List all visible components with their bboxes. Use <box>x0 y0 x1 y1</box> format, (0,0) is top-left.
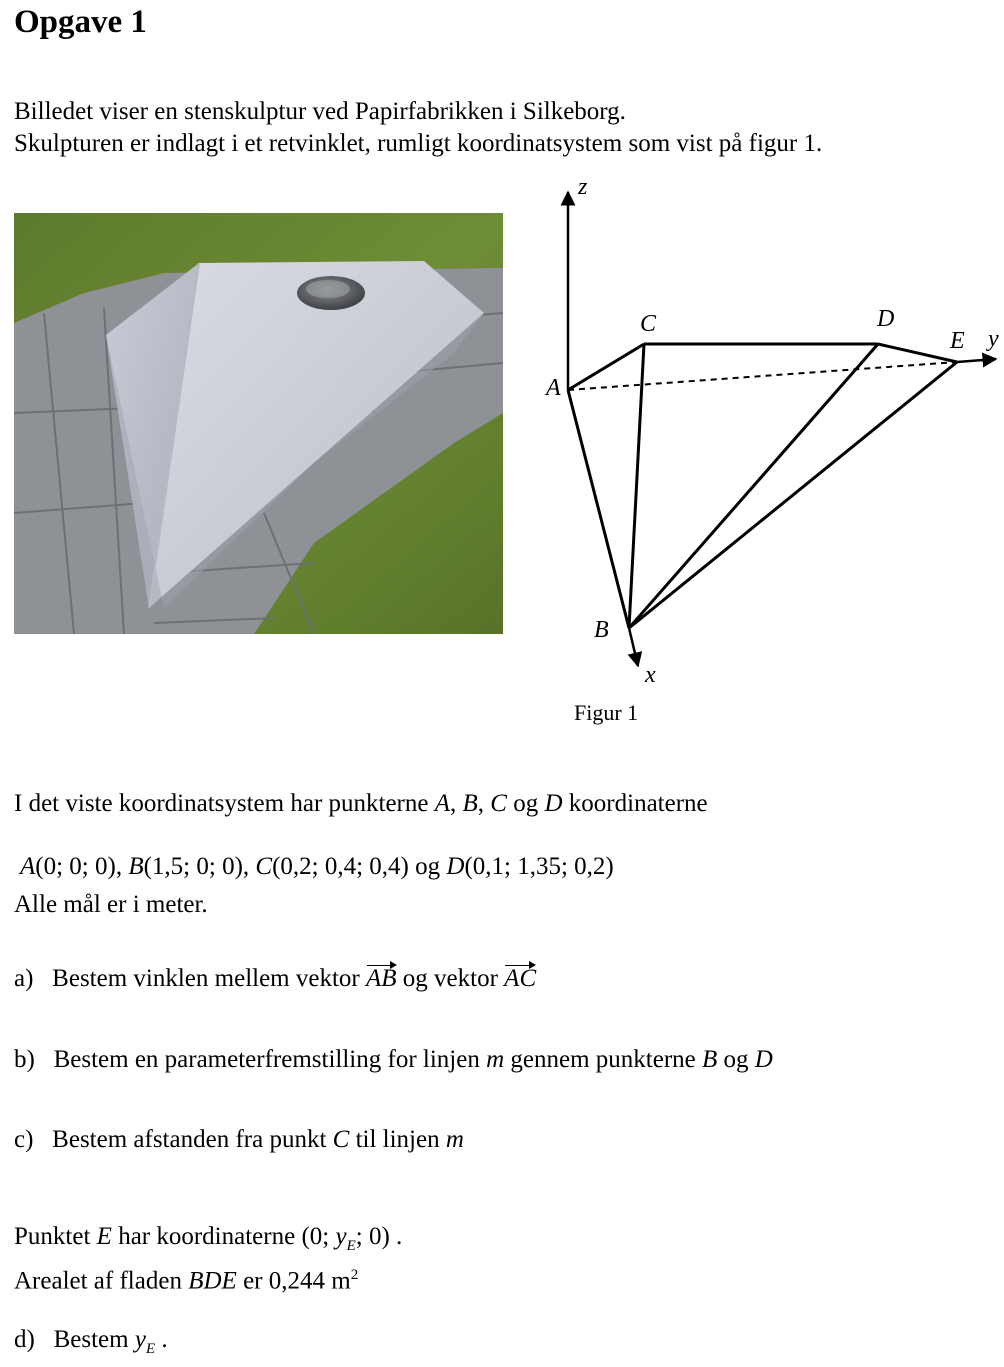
page-title: Opgave 1 <box>14 4 147 40</box>
coords-values: A(0; 0; 0), B(1,5; 0; 0), C(0,2; 0,4; 0,4) og D(0,1; 1,35; 0,2) <box>20 853 614 880</box>
figure-caption: Figur 1 <box>574 700 639 725</box>
question-d: d) Bestem $y_E$ . <box>14 1326 168 1357</box>
units-note: Alle mål er i meter. <box>14 891 208 918</box>
area-text: Arealet af fladen BDE er 0,244 $m^2$ <box>14 1267 359 1295</box>
label-D: D <box>877 306 895 332</box>
y-axis-arrow <box>957 359 996 362</box>
label-C: C <box>640 311 657 337</box>
coords-intro: I det viste koordinatsystem har punkterne A, B, C og D koordinaterne <box>14 790 708 817</box>
intro-line-2: Skulpturen er indlagt i et retvinklet, rumligt koordinatsystem som vist på figur 1. <box>14 130 823 157</box>
point-e-text: Punktet E har koordinaterne (0; $y_E$; 0) . <box>14 1223 403 1254</box>
question-b: b) Bestem en parameterfremstilling for linjen m gennem punkterne B og D <box>14 1046 773 1073</box>
question-a: a) Bestem vinklen mellem vektor AB og vektor AC <box>14 963 536 995</box>
question-c: c) Bestem afstanden fra punkt C til linjen m <box>14 1126 464 1153</box>
y-axis-dashed <box>568 362 957 390</box>
x-axis-arrow <box>629 628 638 666</box>
label-E: E <box>950 328 965 354</box>
figure-1 <box>530 170 1004 700</box>
label-z: z <box>578 174 588 200</box>
label-y: y <box>988 326 999 352</box>
label-x: x <box>645 662 656 688</box>
label-A: A <box>546 375 561 401</box>
label-B: B <box>594 617 609 643</box>
sculpture-photo <box>14 213 503 634</box>
intro-line-1: Billedet viser en stenskulptur ved Papirfabrikken i Silkeborg. <box>14 98 626 125</box>
